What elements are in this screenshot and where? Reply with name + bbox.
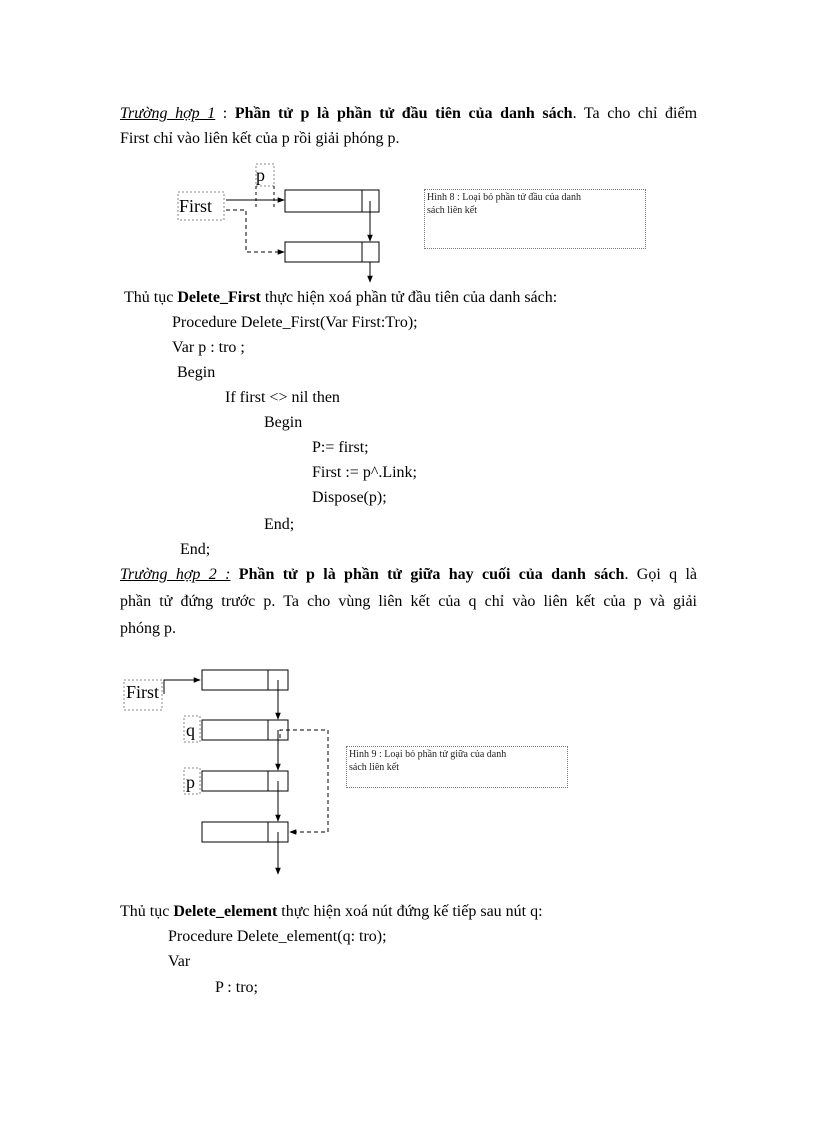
case1-title: Phần tử p là phần tử đầu tiên của danh sách xyxy=(234,105,573,122)
proc1-line-9: End; xyxy=(264,516,295,533)
fig8-new-first-link xyxy=(226,210,284,252)
proc1-line-8: Dispose(p); xyxy=(312,489,387,506)
fig9-node-q xyxy=(202,720,288,740)
proc1-intro-a: Thủ tục xyxy=(124,289,178,306)
proc1-intro-b: thực hiện xoá phần tử đầu tiên của danh sách: xyxy=(260,289,558,306)
proc1-name: Delete_First xyxy=(177,289,261,306)
fig9-q-label: q xyxy=(186,720,195,740)
fig8-p-label: p xyxy=(256,165,265,185)
proc2-line-3: P : tro; xyxy=(215,979,258,996)
proc1-line-6: P:= first; xyxy=(312,439,369,456)
fig9-node-1 xyxy=(202,670,288,690)
proc2-line-2: Var xyxy=(168,953,191,970)
fig8-node-1 xyxy=(285,190,379,212)
case2-title: Phần tử p là phần tử giữa hay cuối của danh sách xyxy=(238,566,625,583)
fig9-caption-line2: sách liên kết xyxy=(349,762,399,773)
fig9-first-arrow xyxy=(164,680,200,694)
case2-paragraph-line2: phần tử đứng trước p. Ta cho vùng liên kết của q chỉ vào liên kết của p và giải xyxy=(120,593,697,610)
proc1-line-4: If first <> nil then xyxy=(225,389,340,406)
case2-paragraph-line1 xyxy=(120,564,697,586)
proc1-line-3: Begin xyxy=(177,364,216,381)
case1-label: Trường hợp 1 xyxy=(120,105,216,122)
fig9-p-label: p xyxy=(186,772,195,792)
case2-text-a: . Gọi q là xyxy=(624,566,698,583)
fig9-node-p xyxy=(202,771,288,791)
fig8-caption-line2: sách liên kết xyxy=(427,205,477,216)
fig8-caption xyxy=(424,189,646,249)
proc1-line-2: Var p : tro ; xyxy=(172,339,245,356)
case1-text-a: . Ta cho chỉ điểm xyxy=(572,105,698,122)
case2-label: Trường hợp 2 : xyxy=(120,566,231,583)
case1-paragraph-line2: First chỉ vào liên kết của p rồi giải phóng p. xyxy=(120,130,400,147)
proc1-intro xyxy=(124,287,557,309)
proc1-line-10: End; xyxy=(180,541,211,558)
proc1-line-5: Begin xyxy=(264,414,303,431)
fig8-first-label: First xyxy=(179,196,213,216)
fig9-caption xyxy=(346,746,568,788)
proc2-intro xyxy=(120,901,543,923)
fig8-caption-line1: Hình 8 : Loại bỏ phần tử đầu của danh xyxy=(427,192,581,203)
proc1-line-1: Procedure Delete_First(Var First:Tro); xyxy=(172,314,418,331)
fig9-bypass-link xyxy=(280,730,328,832)
fig9-caption-line1: Hình 9 : Loại bỏ phần tử giữa của danh xyxy=(349,749,507,760)
fig8-node-2 xyxy=(285,242,379,262)
proc2-name: Delete_element xyxy=(173,903,278,920)
proc2-line-1: Procedure Delete_element(q: tro); xyxy=(168,928,387,945)
fig9-node-4 xyxy=(202,822,288,842)
case1-separator: : xyxy=(215,105,235,122)
proc2-intro-b: thực hiện xoá nút đứng kế tiếp sau nút q: xyxy=(277,903,543,920)
fig9-first-label: First xyxy=(126,682,160,702)
proc2-intro-a: Thủ tục xyxy=(120,903,174,920)
figure-8-diagram xyxy=(170,158,390,288)
case1-paragraph-line1 xyxy=(120,103,697,125)
case2-paragraph-line3: phóng p. xyxy=(120,620,176,637)
proc1-line-7: First := p^.Link; xyxy=(312,464,417,481)
